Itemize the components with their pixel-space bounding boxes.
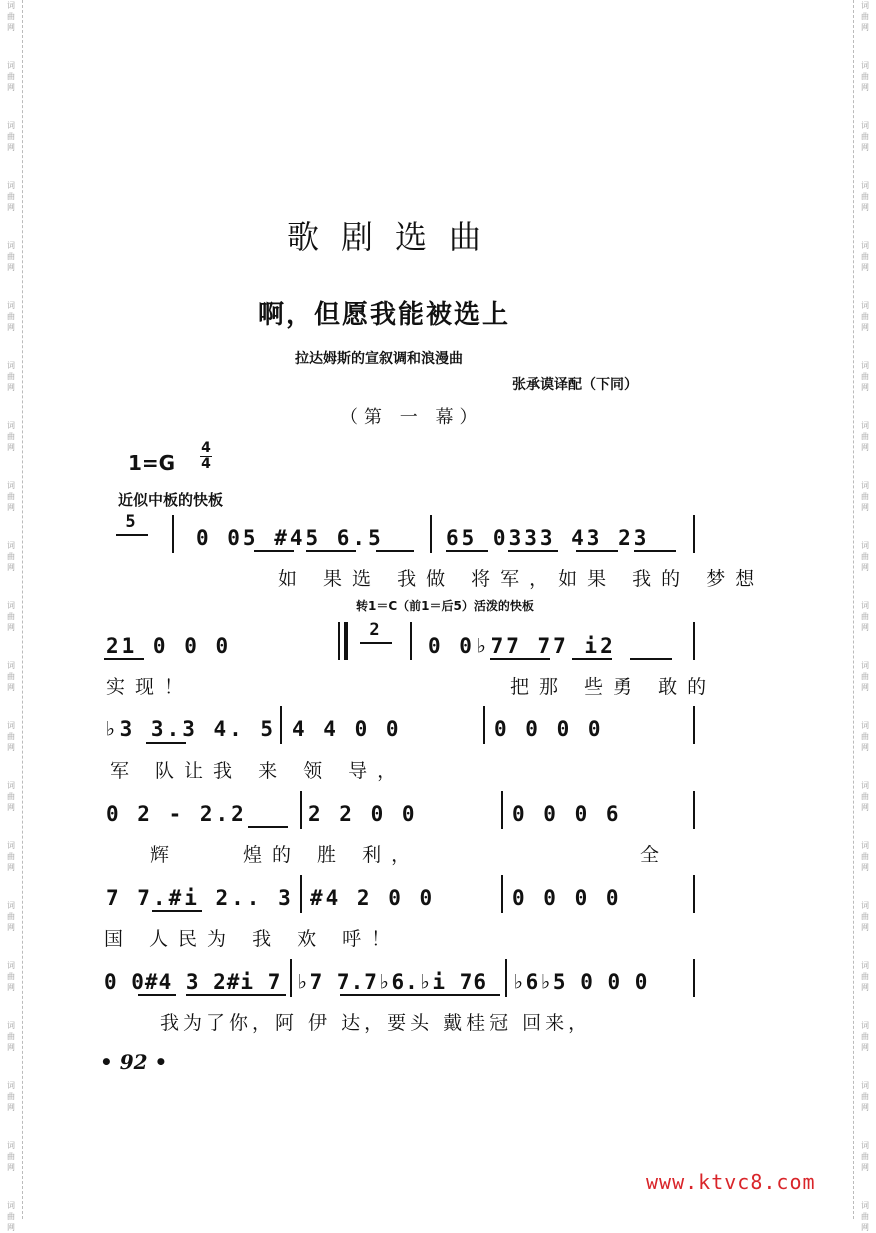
double-barline: [344, 622, 348, 660]
watermark-glyphs: 词 曲 网: [861, 121, 869, 152]
lyric-line5: 国 人民为 我 欢 呼！: [104, 928, 401, 950]
notes-line2-a: 21 0 0 0: [106, 634, 232, 658]
watermark-glyphs: 词 曲 网: [7, 901, 15, 932]
watermark-glyphs: 词 曲 网: [7, 421, 15, 452]
watermark-glyphs: 词 曲 网: [861, 1141, 869, 1172]
beam: [186, 994, 286, 996]
watermark-glyphs: 词 曲 网: [861, 541, 869, 572]
watermark-glyphs: 词 曲 网: [7, 241, 15, 272]
right-watermark-strip: [853, 0, 876, 1232]
watermark-glyphs: 词 曲 网: [861, 181, 869, 212]
notes-line3-c: 0 0 0 0: [494, 717, 604, 741]
key-signature: 1=G: [128, 451, 176, 475]
watermark-glyphs: 词 曲 网: [861, 1201, 869, 1232]
watermark-glyphs: 词 曲 网: [861, 601, 869, 632]
lyric-line3: 军 队让我 来 领 导，: [110, 760, 407, 782]
watermark-glyphs: 词 曲 网: [7, 1021, 15, 1052]
multi-rest: 2: [360, 620, 392, 644]
notes-line4-b: 2 2 0 0: [308, 802, 418, 826]
notes-line6-a: 0 0#4 3 2#i 7: [104, 970, 282, 994]
barline: [280, 706, 282, 744]
barline: [693, 875, 695, 913]
barline: [693, 622, 695, 660]
watermark-glyphs: 词 曲 网: [861, 301, 869, 332]
lyric-line2-a: 实现！: [106, 676, 194, 698]
notes-line6-c: ♭6♭5 0 0 0: [512, 970, 649, 994]
watermark-glyphs: 词 曲 网: [7, 541, 15, 572]
beam: [376, 550, 414, 552]
lyric-line1: 如 果选 我做 将军，如果 我的 梦想: [278, 568, 765, 590]
watermark-glyphs: 词 曲 网: [7, 301, 15, 332]
notes-line4-c: 0 0 0 6: [512, 802, 622, 826]
credit-line: 张承谟译配（下同）: [512, 377, 638, 393]
subtitle-line: 拉达姆斯的宣叙调和浪漫曲: [295, 351, 463, 367]
barline: [290, 959, 292, 997]
watermark-glyphs: 词 曲 网: [861, 421, 869, 452]
double-barline: [338, 622, 340, 660]
watermark-glyphs: 词 曲 网: [861, 1, 869, 32]
watermark-glyphs: 词 曲 网: [861, 61, 869, 92]
modulation-marking: 转1＝C（前1＝后5）活泼的快板: [356, 599, 534, 613]
beam: [254, 550, 294, 552]
barline: [430, 515, 432, 553]
watermark-glyphs: 词 曲 网: [7, 481, 15, 512]
notes-line3-b: 4 4 0 0: [292, 717, 402, 741]
watermark-glyphs: 词 曲 网: [7, 661, 15, 692]
beam: [340, 994, 500, 996]
watermark-glyphs: 词 曲 网: [7, 1, 15, 32]
barline: [693, 706, 695, 744]
watermark-glyphs: 词 曲 网: [7, 781, 15, 812]
watermark-glyphs: 词 曲 网: [7, 961, 15, 992]
page-number: • 92 •: [100, 1050, 168, 1074]
page-heading: 歌剧选曲: [287, 218, 504, 256]
notes-line2-b: 0 0♭77 77 i2: [428, 634, 616, 658]
song-title: 啊，但愿我能被选上: [258, 300, 511, 330]
beam: [576, 550, 618, 552]
barline: [693, 515, 695, 553]
barline: [300, 791, 302, 829]
notes-line3-a: ♭3 3.3 4. 5: [104, 717, 277, 741]
watermark-glyphs: 词 曲 网: [861, 1021, 869, 1052]
beam: [306, 550, 356, 552]
watermark-glyphs: 词 曲 网: [7, 601, 15, 632]
left-watermark-strip: [0, 0, 23, 1232]
watermark-glyphs: 词 曲 网: [861, 661, 869, 692]
beam: [630, 658, 672, 660]
barline: [300, 875, 302, 913]
barline: [693, 791, 695, 829]
beam: [152, 910, 202, 912]
watermark-glyphs: 词 曲 网: [7, 841, 15, 872]
site-watermark: www.ktvc8.com: [646, 1170, 816, 1194]
beam: [104, 658, 144, 660]
watermark-glyphs: 词 曲 网: [7, 181, 15, 212]
beam: [146, 742, 186, 744]
multi-rest: 5: [116, 512, 148, 536]
watermark-glyphs: 词 曲 网: [861, 781, 869, 812]
barline: [501, 791, 503, 829]
barline: [172, 515, 174, 553]
barline: [693, 959, 695, 997]
watermark-glyphs: 词 曲 网: [861, 841, 869, 872]
watermark-glyphs: 词 曲 网: [861, 901, 869, 932]
watermark-glyphs: 词 曲 网: [7, 1141, 15, 1172]
watermark-glyphs: 词 曲 网: [7, 721, 15, 752]
watermark-glyphs: 词 曲 网: [7, 1201, 15, 1232]
watermark-glyphs: 词 曲 网: [861, 241, 869, 272]
notes-line1-b: 65 0333 43 23: [446, 526, 650, 550]
notes-line5-a: 7 7.#i 2.. 3: [106, 886, 294, 910]
act-label: （第 一 幕）: [340, 407, 484, 428]
notes-line1-a: 0 05 #45 6.5: [196, 526, 384, 550]
barline: [410, 622, 412, 660]
watermark-glyphs: 词 曲 网: [7, 1081, 15, 1112]
notes-line5-b: #4 2 0 0: [310, 886, 436, 910]
watermark-glyphs: 词 曲 网: [7, 121, 15, 152]
barline: [505, 959, 507, 997]
watermark-glyphs: 词 曲 网: [861, 1081, 869, 1112]
beam: [248, 826, 288, 828]
watermark-glyphs: 词 曲 网: [7, 61, 15, 92]
watermark-glyphs: 词 曲 网: [861, 481, 869, 512]
beam: [446, 550, 488, 552]
notes-line5-c: 0 0 0 0: [512, 886, 622, 910]
notes-line4-a: 0 2 - 2.2: [106, 802, 247, 826]
time-signature: 4 4: [201, 440, 211, 472]
lyric-line4-a: 辉: [150, 844, 180, 866]
lyric-line4-b: 煌的 胜 利，: [243, 844, 421, 866]
watermark-glyphs: 词 曲 网: [861, 361, 869, 392]
watermark-glyphs: 词 曲 网: [861, 721, 869, 752]
notes-line6-b: ♭7 7.7♭6.♭i 76: [296, 970, 488, 994]
lyric-line6: 我为了你，阿 伊 达，要头 戴桂冠 回来，: [160, 1012, 592, 1034]
beam: [490, 658, 550, 660]
beam: [572, 658, 612, 660]
lyric-line2-b: 把那 些勇 敢的: [510, 676, 717, 698]
beam: [508, 550, 558, 552]
watermark-glyphs: 词 曲 网: [861, 961, 869, 992]
barline: [483, 706, 485, 744]
watermark-glyphs: 词 曲 网: [7, 361, 15, 392]
lyric-line4-c: 全: [640, 844, 670, 866]
beam: [138, 994, 176, 996]
beam: [634, 550, 676, 552]
tempo-marking: 近似中板的快板: [118, 491, 224, 509]
barline: [501, 875, 503, 913]
